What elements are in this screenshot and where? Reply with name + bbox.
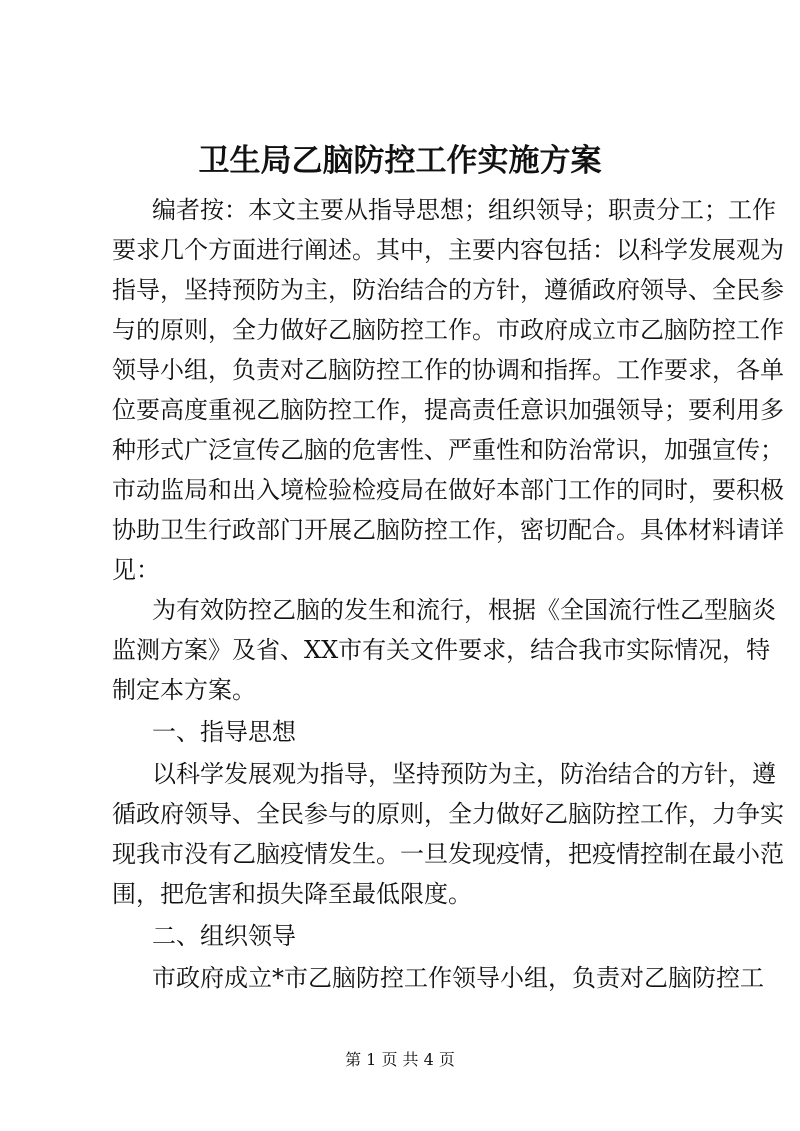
body-line-20: 市政府成立*市乙脑防控工作领导小组，负责对乙脑防控工: [152, 964, 764, 992]
body-line-9: 协助卫生行政部门开展乙脑防控工作，密切配合。具体材料请详: [112, 516, 784, 544]
body-line-2: 要求几个方面进行阐述。其中，主要内容包括：以科学发展观为: [112, 236, 784, 264]
body-line-5: 领导小组，负责对乙脑防控工作的协调和指挥。工作要求，各单: [112, 356, 784, 384]
body-line-8: 市动监局和出入境检验检疫局在做好本部门工作的同时，要积极: [112, 476, 784, 504]
body-line-18: 围，把危害和损失降至最低限度。: [112, 880, 472, 908]
section-heading-1: 一、指导思想: [152, 718, 296, 746]
page-footer: 第 1 页 共 4 页: [345, 1050, 455, 1069]
body-line-4: 与的原则，全力做好乙脑防控工作。市政府成立市乙脑防控工作: [112, 316, 784, 344]
body-line-1: 编者按：本文主要从指导思想；组织领导；职责分工；工作: [152, 196, 776, 224]
document-title: 卫生局乙脑防控工作实施方案: [198, 143, 602, 179]
body-line-17: 现我市没有乙脑疫情发生。一旦发现疫情，把疫情控制在最小范: [112, 840, 784, 868]
body-line-10: 见：: [112, 556, 160, 584]
body-line-16: 循政府领导、全民参与的原则，全力做好乙脑防控工作，力争实: [112, 800, 784, 828]
body-line-3: 指导，坚持预防为主，防治结合的方针，遵循政府领导、全民参: [112, 276, 784, 304]
body-line-11: 为有效防控乙脑的发生和流行，根据《全国流行性乙型脑炎: [152, 596, 776, 624]
body-line-15: 以科学发展观为指导，坚持预防为主，防治结合的方针，遵: [152, 760, 776, 788]
section-heading-2: 二、组织领导: [152, 922, 296, 950]
body-line-6: 位要高度重视乙脑防控工作，提高责任意识加强领导；要利用多: [112, 396, 784, 424]
body-line-13: 制定本方案。: [112, 676, 256, 704]
body-line-7: 种形式广泛宣传乙脑的危害性、严重性和防治常识，加强宣传；: [112, 436, 784, 464]
body-line-12: 监测方案》及省、XX市有关文件要求，结合我市实际情况，特: [112, 636, 771, 664]
